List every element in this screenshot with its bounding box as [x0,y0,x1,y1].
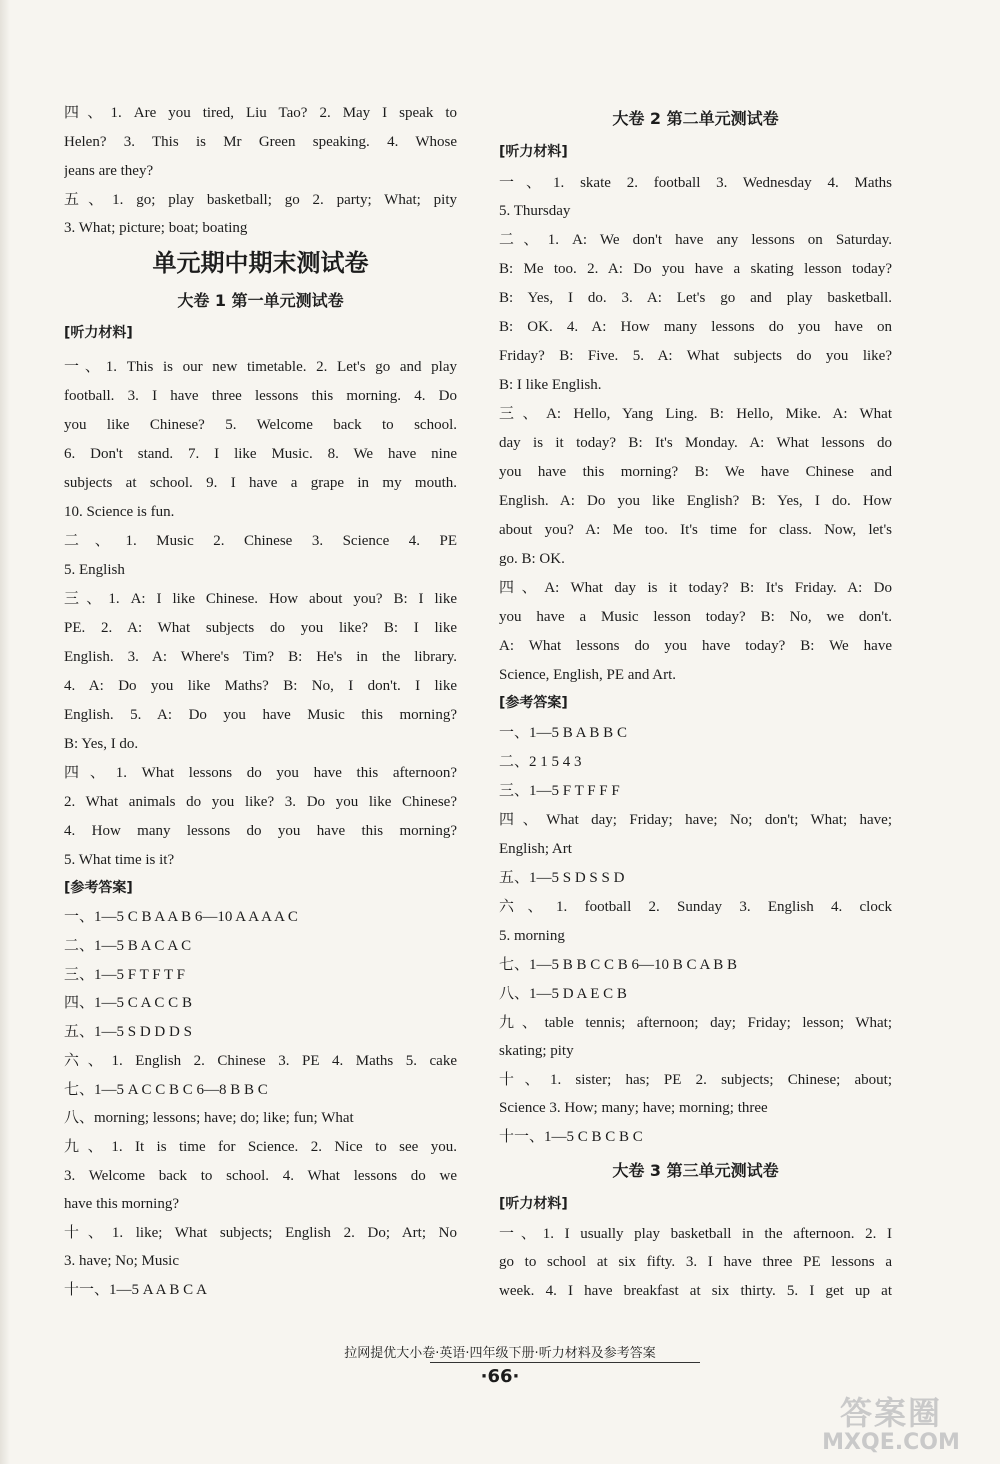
text-line: B: Me too. 2. A: Do you have a skating lesson today? [499,261,892,277]
test-title: 大卷 1 第一单元测试卷 [177,291,344,310]
text-line: go to school at six fifty. 3. I have three PE lessons a [499,1254,892,1270]
text-line: 二、1. Music 2. Chinese 3. Science 4. PE [64,533,457,549]
text-line: 10. Science is fun. [64,504,175,520]
answer-line: 一、1—5 C B A A B 6—10 A A A A C [64,909,298,925]
watermark-logo [796,1395,986,1457]
test-title: 大卷 2 第二单元测试卷 [612,109,779,128]
listening-tag: [听力材料] [499,144,568,160]
answer-line: 二、2 1 5 4 3 [499,754,582,770]
answer-line: 七、1—5 B B C C B 6—10 B C A B B [499,957,737,973]
text-line: B: I like English. [499,377,602,393]
listening-tag: [听力材料] [499,1196,568,1212]
text-line: English. 3. A: Where's Tim? B: He's in the library. [64,649,457,665]
answers-tag: [参考答案] [64,880,133,896]
answer-line: 二、1—5 B A C A C [64,938,192,954]
text-line: English. 5. A: Do you have Music this morning? [64,707,457,723]
text-line: 3. What; picture; boat; boating [64,220,248,236]
page-number: ·66· [480,1366,520,1387]
watermark-text: 答案圈 [839,1394,942,1432]
answers-tag: [参考答案] [499,695,568,711]
answer-line: 3. have; No; Music [64,1253,179,1269]
answer-line: 三、1—5 F T F T F [64,967,186,983]
answer-line: 五、1—5 S D S S D [499,870,625,886]
answer-line: 三、1—5 F T F F F [499,783,620,799]
text-line: 4. A: Do you like Maths? B: No, I don't. I like [64,678,457,694]
footer-divider [430,1362,700,1363]
answer-line: 一、1—5 B A B B C [499,725,627,741]
section-title: 单元期中期末测试卷 [152,249,369,277]
text-line: 5. What time is it? [64,852,175,868]
text-line: 一、1. skate 2. football 3. Wednesday 4. Maths [499,175,892,191]
text-line: 五、1. go; play basketball; go 2. party; What; pity [64,192,457,208]
text-line: 一、1. This is our new timetable. 2. Let's go and play [64,359,457,375]
answer-line: 四、1—5 C A C C B [64,995,192,1011]
answer-line: 十、1. sister; has; PE 2. subjects; Chinese; about; [499,1072,892,1088]
answer-line: 5. morning [499,928,565,944]
answer-line: 九、table tennis; afternoon; day; Friday; lesson; What; [499,1015,892,1031]
text-line: day is it today? B: It's Monday. A: What lessons do [499,435,892,451]
answer-line: 十一、1—5 C B C B C [499,1129,643,1145]
text-line: week. 4. I have breakfast at six thirty. 5. I get up at [499,1283,892,1299]
listening-tag: [听力材料] [64,325,133,341]
text-line: 5. English [64,562,125,578]
text-line: A: What lessons do you have today? B: We have [499,638,892,654]
text-line: Helen? 3. This is Mr Green speaking. 4. Whose [64,134,457,150]
text-line: 二、1. A: We don't have any lessons on Saturday. [499,232,892,248]
text-line: subjects at school. 9. I have a grape in my mouth. [64,475,457,491]
answer-line: 四、What day; Friday; have; No; don't; What; have; [499,812,892,828]
text-line: Science, English, PE and Art. [499,667,677,683]
text-line: about you? A: Me too. It's time for class. Now, let's [499,522,892,538]
answer-line: 六、1. English 2. Chinese 3. PE 4. Maths 5. cake [64,1053,457,1069]
text-line: 三、A: Hello, Yang Ling. B: Hello, Mike. A: What [499,406,892,422]
text-line: Friday? B: Five. 5. A: What subjects do you like? [499,348,892,364]
text-line: 一、1. I usually play basketball in the afternoon. 2. I [499,1226,892,1242]
answer-line: have this morning? [64,1196,179,1212]
watermark-url: MXQE.COM [822,1430,960,1455]
test-title: 大卷 3 第三单元测试卷 [612,1161,779,1180]
answer-line: 十、1. like; What subjects; English 2. Do; Art; No [64,1225,457,1241]
text-line: jeans are they? [64,163,154,179]
answer-line: 3. Welcome back to school. 4. What lessons do we [64,1168,457,1184]
page-edge-shadow [0,0,10,1464]
text-line: 四、1. What lessons do you have this afternoon? [64,765,457,781]
answer-line: 五、1—5 S D D D S [64,1024,192,1040]
text-line: 5. Thursday [499,203,571,219]
text-line: football. 3. I have three lessons this morning. 4. Do [64,388,457,404]
answer-line: English; Art [499,841,572,857]
answer-line: 九、1. It is time for Science. 2. Nice to see you. [64,1139,457,1155]
text-line: you have this morning? B: We have Chinese and [499,464,892,480]
text-line: B: OK. 4. A: How many lessons do you have on [499,319,892,335]
text-line: you like Chinese? 5. Welcome back to school. [64,417,457,433]
answer-line: 六、1. football 2. Sunday 3. English 4. clock [499,899,892,915]
text-line: PE. 2. A: What subjects do you like? B: I like [64,620,457,636]
answer-line: skating; pity [499,1043,574,1059]
text-line: you have a Music lesson today? B: No, we don't. [499,609,892,625]
text-line: 三、1. A: I like Chinese. How about you? B: I like [64,591,457,607]
text-line: go. B: OK. [499,551,565,567]
text-line: B: Yes, I do. [64,736,139,752]
answer-line: 八、1—5 D A E C B [499,986,627,1002]
text-line: 6. Don't stand. 7. I like Music. 8. We have nine [64,446,457,462]
text-line: 2. What animals do you like? 3. Do you like Chinese? [64,794,457,810]
text-line: 四、1. Are you tired, Liu Tao? 2. May I speak to [64,105,457,121]
answer-line: Science 3. How; many; have; morning; three [499,1100,768,1116]
answer-line: 七、1—5 A C C B C 6—8 B B C [64,1082,268,1098]
answer-line: 十一、1—5 A A B C A [64,1282,207,1298]
answer-line: 八、morning; lessons; have; do; like; fun; What [64,1110,354,1126]
footer-caption: 拉网提优大小卷·英语·四年级下册·听力材料及参考答案 [344,1346,656,1361]
text-line: 4. How many lessons do you have this morning? [64,823,457,839]
text-line: B: Yes, I do. 3. A: Let's go and play basketball. [499,290,892,306]
text-line: 四、A: What day is it today? B: It's Friday. A: Do [499,580,892,596]
text-line: English. A: Do you like English? B: Yes, I do. How [499,493,892,509]
